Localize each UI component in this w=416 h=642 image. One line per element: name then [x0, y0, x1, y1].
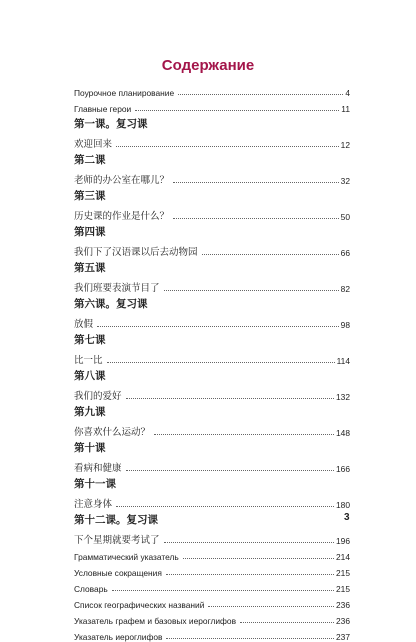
entry-page: 180 [336, 500, 350, 510]
entry-page: 114 [336, 356, 350, 366]
lesson-heading: 第七课 [74, 334, 106, 346]
leader-dots [164, 541, 335, 543]
entry-title: 历史课的作业是什么？ [74, 211, 170, 222]
leader-dots [107, 361, 335, 363]
leader-dots [173, 181, 339, 183]
leader-dots [154, 433, 334, 435]
entry-title: 我们下了汉语课以后去动物园 [74, 247, 198, 258]
entry-title: 放假 [74, 319, 94, 330]
entry-title: 注意身体 [74, 499, 113, 510]
toc-entry [74, 594, 350, 610]
toc-entry [74, 240, 350, 258]
entry-page: 32 [340, 176, 350, 186]
entry-title: Словарь [74, 584, 108, 594]
leader-dots [135, 109, 339, 111]
entry-page: 236 [336, 616, 350, 626]
lesson-heading: 第六课。复习课 [74, 298, 148, 310]
toc-entry [74, 626, 350, 642]
entry-page: 98 [340, 320, 350, 330]
entry-title: Условные сокращения [74, 568, 162, 578]
lesson-heading: 第九课 [74, 406, 106, 418]
leader-dots [178, 93, 343, 95]
entry-title: Список географических названий [74, 600, 205, 610]
toc-entry [74, 276, 350, 294]
toc-entry [74, 492, 350, 510]
entry-title: 我们的爱好 [74, 391, 122, 402]
toc-entry [74, 204, 350, 222]
entry-title: Грамматический указатель [74, 552, 179, 562]
toc-entry [74, 420, 350, 438]
toc-entry [74, 610, 350, 626]
toc-entry [74, 348, 350, 366]
leader-dots [166, 573, 334, 575]
page-number: 3 [344, 512, 350, 523]
lesson-heading: 第五课 [74, 262, 106, 274]
toc-entry [74, 528, 350, 546]
lesson-heading: 第十课 [74, 442, 106, 454]
toc-entry [74, 562, 350, 578]
entry-title: 下个星期就要考试了 [74, 535, 160, 546]
entry-page: 148 [336, 428, 350, 438]
leader-dots [97, 325, 339, 327]
entry-title: 比一比 [74, 355, 103, 366]
leader-dots [116, 145, 339, 147]
toc-entry [74, 132, 350, 150]
toc-entry [74, 578, 350, 594]
leader-dots [126, 397, 335, 399]
lesson-heading: 第八课 [74, 370, 106, 382]
leader-dots [240, 621, 334, 623]
toc-entry [74, 82, 350, 98]
lesson-heading: 第十一课 [74, 478, 116, 490]
entry-page: 215 [336, 584, 350, 594]
lesson-heading: 第四课 [74, 226, 106, 238]
lesson-heading: 第三课 [74, 190, 106, 202]
entry-page: 11 [341, 104, 350, 114]
toc-entry [74, 168, 350, 186]
entry-page: 82 [340, 284, 350, 294]
table-of-contents [74, 82, 350, 642]
lesson-heading: 第一课。复习课 [74, 118, 148, 130]
leader-dots [173, 217, 339, 219]
entry-page: 196 [336, 536, 350, 546]
leader-dots [166, 637, 334, 639]
leader-dots [208, 605, 334, 607]
entry-page: 12 [340, 140, 350, 150]
entry-page: 236 [336, 600, 350, 610]
entry-page: 166 [336, 464, 350, 474]
toc-entry [74, 98, 350, 114]
entry-title: Поурочное планирование [74, 88, 175, 98]
leader-dots [112, 589, 334, 591]
toc-entry [74, 312, 350, 330]
entry-title: 你喜欢什么运动？ [74, 427, 151, 438]
entry-page: 215 [336, 568, 350, 578]
leader-dots [126, 469, 335, 471]
entry-page: 66 [340, 248, 350, 258]
lesson-heading: 第十二课。复习课 [74, 514, 158, 526]
toc-entry [74, 384, 350, 402]
page-title: Содержание [161, 57, 255, 74]
leader-dots [116, 505, 334, 507]
entry-title: 欢迎回来 [74, 139, 113, 150]
leader-dots [183, 557, 334, 559]
entry-title: Указатель графем и базовых иероглифов [74, 616, 237, 626]
entry-title: Указатель иероглифов [74, 632, 163, 642]
entry-page: 237 [336, 632, 350, 642]
entry-page: 214 [336, 552, 350, 562]
entry-title: 我们班要表演节目了 [74, 283, 160, 294]
toc-entry [74, 456, 350, 474]
entry-title: Главные герои [74, 104, 132, 114]
entry-page: 132 [336, 392, 350, 402]
lesson-heading: 第二课 [74, 154, 106, 166]
entry-page: 4 [345, 88, 350, 98]
entry-page: 50 [340, 212, 350, 222]
toc-entry [74, 546, 350, 562]
entry-title: 看病和健康 [74, 463, 122, 474]
leader-dots [202, 253, 339, 255]
entry-title: 老师的办公室在哪儿？ [74, 175, 170, 186]
leader-dots [164, 289, 339, 291]
